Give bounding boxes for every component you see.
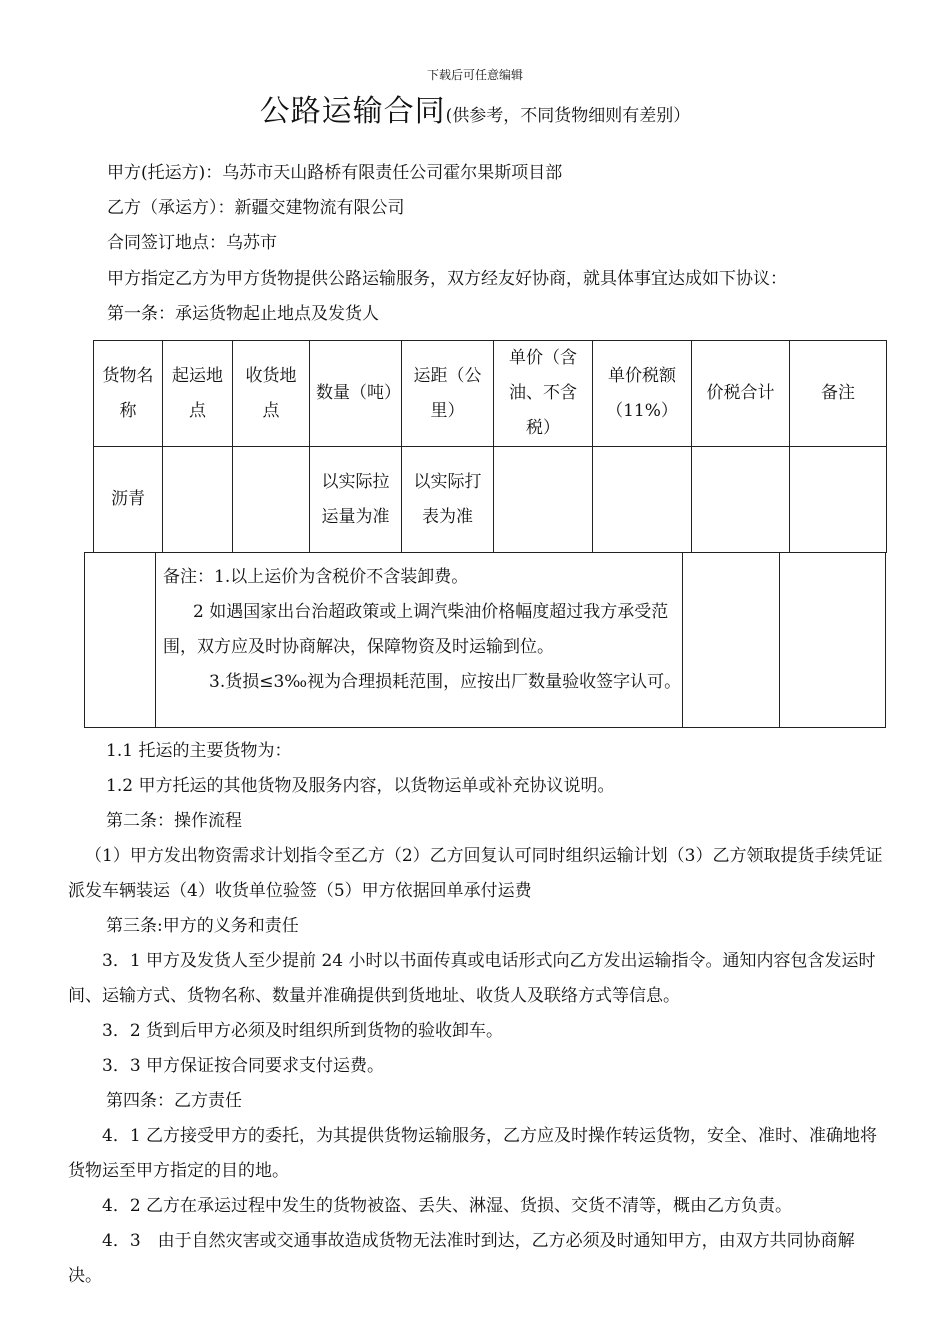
download-note: 下载后可任意编辑 xyxy=(426,68,523,82)
body-text xyxy=(68,734,888,1294)
clause: 4．1 乙方接受甲方的委托，为其提供货物运输服务，乙方应及时操作转运货物，安全、准时、准确地将货物运至甲方指定的目的地。 xyxy=(68,1126,878,1181)
table-row xyxy=(94,447,887,553)
intro-line: 甲方指定乙方为甲方货物提供公路运输服务，双方经友好协商，就具体事宜达成如下协议： xyxy=(107,269,787,289)
remark-line: 2 如遇国家出台治超政策或上调汽柴油价格幅度超过我方承受范围，双方应及时协商解决，保障物资及时运输到位。 xyxy=(163,602,669,657)
table-header-row xyxy=(94,341,887,447)
col-header: 收货地点 xyxy=(233,341,310,447)
col-header: 运距（公里） xyxy=(402,341,494,447)
party-a-line: 甲方(托运方)：乌苏市天山路桥有限责任公司霍尔果斯项目部 xyxy=(107,163,563,183)
signing-place-line: 合同签订地点：乌苏市 xyxy=(107,233,277,253)
clause: 4．2 乙方在承运过程中发生的货物被盗、丢失、淋湿、货损、交货不清等，概由乙方负责。 xyxy=(102,1196,793,1216)
table-cell xyxy=(593,447,692,553)
table-cell xyxy=(790,447,887,553)
cargo-table xyxy=(93,340,887,553)
table-cell: 以实际拉运量为准 xyxy=(310,447,402,553)
table-cell: 沥青 xyxy=(94,447,163,553)
divider xyxy=(779,553,780,727)
col-header: 数量（吨） xyxy=(310,341,402,447)
divider xyxy=(155,553,156,727)
remarks-text xyxy=(163,560,683,700)
table-cell xyxy=(692,447,790,553)
article-3-heading: 第三条:甲方的义务和责任 xyxy=(106,916,299,936)
party-b-line: 乙方（承运方）：新疆交建物流有限公司 xyxy=(107,198,405,218)
clause: 3．2 货到后甲方必须及时组织所到货物的验收卸车。 xyxy=(102,1021,504,1041)
clause: 1.2 甲方托运的其他货物及服务内容，以货物运单或补充协议说明。 xyxy=(106,776,615,796)
col-header: 单价（含油、不含税） xyxy=(494,341,593,447)
clause: 1.1 托运的主要货物为： xyxy=(106,741,292,761)
table-cell xyxy=(163,447,233,553)
title-row xyxy=(0,86,950,130)
remark-line: 3.货损≤3‰视为合理损耗范围，应按出厂数量验收签字认可。 xyxy=(209,672,682,692)
clause: 3．1 甲方及发货人至少提前 24 小时以书面传真或电话形式向乙方发出运输指令。通知内容包含发运时间、运输方式、货物名称、数量并准确提供到货地址、收货人及联络方式等信息。 xyxy=(68,951,876,1006)
col-header: 单价税额（11%） xyxy=(593,341,692,447)
col-header: 货物名称 xyxy=(94,341,163,447)
article-4-heading: 第四条：乙方责任 xyxy=(106,1091,242,1111)
table-cell xyxy=(494,447,593,553)
clause: （1）甲方发出物资需求计划指令至乙方（2）乙方回复认可同时组织运输计划（3）乙方领取提货手续凭证派发车辆装运（4）收货单位验签（5）甲方依据回单承付运费 xyxy=(68,846,883,901)
table-cell xyxy=(233,447,310,553)
col-header: 起运地点 xyxy=(163,341,233,447)
clause: 4．3 由于自然灾害或交通事故造成货物无法准时到达，乙方必须及时通知甲方，由双方共同协商解决。 xyxy=(68,1231,855,1286)
clause: 3．3 甲方保证按合同要求支付运费。 xyxy=(102,1056,385,1076)
table-cell: 以实际打表为准 xyxy=(402,447,494,553)
article-1-heading: 第一条：承运货物起止地点及发货人 xyxy=(107,304,379,324)
article-2-heading: 第二条：操作流程 xyxy=(106,811,242,831)
col-header: 价税合计 xyxy=(692,341,790,447)
col-header: 备注 xyxy=(790,341,887,447)
remark-line: 备注：1.以上运价为含税价不含装卸费。 xyxy=(163,567,469,587)
title-subnote: (供参考，不同货物细则有差别） xyxy=(445,106,691,126)
page-title: 公路运输合同 xyxy=(259,94,446,129)
